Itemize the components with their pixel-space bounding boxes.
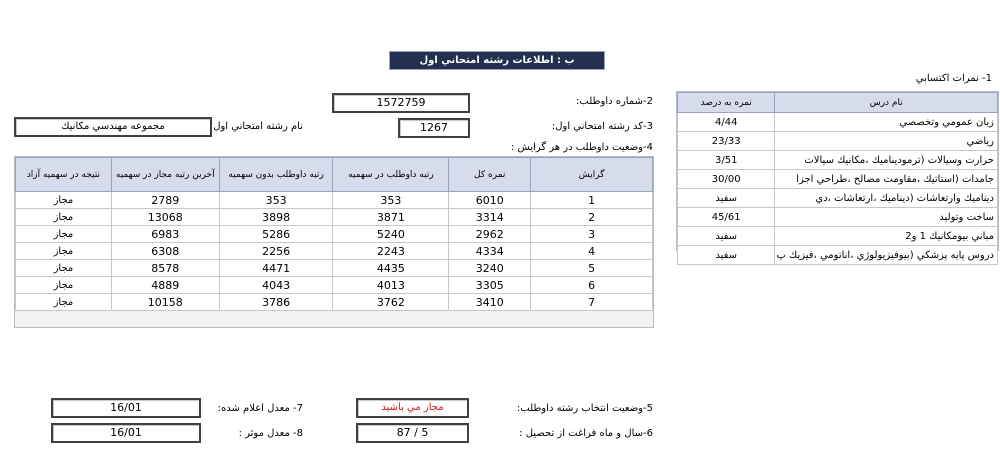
col-last-rank: آخرين رتبه مجاز در سهميه bbox=[111, 158, 219, 192]
col-branch: گرايش bbox=[531, 158, 653, 192]
score-value: 23/33 bbox=[678, 132, 775, 151]
last-rank-cell: 6308 bbox=[111, 243, 219, 260]
branch-cell: 2 bbox=[531, 209, 653, 226]
total-score-cell: 2962 bbox=[449, 226, 531, 243]
status-table bbox=[14, 156, 654, 328]
candidate-number-field: 1572759 bbox=[332, 93, 470, 113]
result-cell: مجاز bbox=[16, 226, 112, 243]
status-title: 4-وضعيت داوطلب در هر گرايش : bbox=[510, 142, 653, 153]
branch-cell: 7 bbox=[531, 294, 653, 311]
rank-no-quota-cell: 4471 bbox=[219, 260, 333, 277]
last-rank-cell: 2789 bbox=[111, 192, 219, 209]
score-row bbox=[678, 208, 998, 227]
status-row bbox=[16, 226, 653, 243]
result-cell: مجاز bbox=[16, 277, 112, 294]
branch-cell: 4 bbox=[531, 243, 653, 260]
score-value: 4/44 bbox=[678, 113, 775, 132]
status-row bbox=[16, 243, 653, 260]
graduation-label: 6-سال و ماه فراغت از تحصيل : bbox=[519, 428, 653, 439]
scores-table bbox=[676, 91, 999, 261]
col-course: نام درس bbox=[775, 93, 998, 113]
total-score-cell: 6010 bbox=[449, 192, 531, 209]
field-name-field: مجموعه مهندسي مكانيك bbox=[14, 117, 212, 137]
score-row bbox=[678, 246, 998, 265]
course-name: جامدات (استاتيك ،مقاومت مصالح ،طراحي اجزا bbox=[775, 170, 998, 189]
last-rank-cell: 10158 bbox=[111, 294, 219, 311]
rank-quota-cell: 2243 bbox=[333, 243, 449, 260]
branch-cell: 1 bbox=[531, 192, 653, 209]
score-row bbox=[678, 227, 998, 246]
field-name-label: نام رشته امتحاني اول bbox=[213, 121, 303, 132]
rank-no-quota-cell: 2256 bbox=[219, 243, 333, 260]
status-row bbox=[16, 209, 653, 226]
score-value: سفيد bbox=[678, 246, 775, 265]
last-rank-cell: 4889 bbox=[111, 277, 219, 294]
score-row bbox=[678, 151, 998, 170]
rank-quota-cell: 5240 bbox=[333, 226, 449, 243]
rank-quota-cell: 353 bbox=[333, 192, 449, 209]
status-row bbox=[16, 294, 653, 311]
last-rank-cell: 13068 bbox=[111, 209, 219, 226]
course-name: زبان عمومي وتخصصي bbox=[775, 113, 998, 132]
branch-cell: 5 bbox=[531, 260, 653, 277]
col-result: نتيجه در سهميه آزاد bbox=[16, 158, 112, 192]
score-value: سفيد bbox=[678, 189, 775, 208]
total-score-cell: 3305 bbox=[449, 277, 531, 294]
last-rank-cell: 6983 bbox=[111, 226, 219, 243]
rank-quota-cell: 3871 bbox=[333, 209, 449, 226]
col-total: نمره كل bbox=[449, 158, 531, 192]
result-cell: مجاز bbox=[16, 209, 112, 226]
graduation-field: 87 / 5 bbox=[356, 423, 469, 443]
rank-no-quota-cell: 3898 bbox=[219, 209, 333, 226]
candidate-number-label: 2-شماره داوطلب: bbox=[576, 96, 653, 107]
rank-quota-cell: 3762 bbox=[333, 294, 449, 311]
col-rank-no-quota: رتبه داوطلب بدون سهميه bbox=[219, 158, 333, 192]
field-code-field: 1267 bbox=[398, 118, 470, 138]
total-score-cell: 3410 bbox=[449, 294, 531, 311]
section-title: ب : اطلاعات رشته امتحاني اول bbox=[389, 51, 605, 70]
total-score-cell: 4334 bbox=[449, 243, 531, 260]
course-name: رياضي bbox=[775, 132, 998, 151]
effective-average-label: 8- معدل موثر : bbox=[238, 428, 303, 439]
result-cell: مجاز bbox=[16, 192, 112, 209]
rank-no-quota-cell: 3786 bbox=[219, 294, 333, 311]
course-name: ديناميك وارتعاشات (ديناميك ،ارتعاشات ،دي bbox=[775, 189, 998, 208]
selection-status-field: مجاز مي باشيد bbox=[356, 398, 469, 418]
score-value: 30/00 bbox=[678, 170, 775, 189]
rank-quota-cell: 4013 bbox=[333, 277, 449, 294]
rank-no-quota-cell: 5286 bbox=[219, 226, 333, 243]
course-name: دروس پايه پزشكي (بيوفيزيولوژي ،اناتومي ،فيزيك پ bbox=[775, 246, 998, 265]
rank-no-quota-cell: 4043 bbox=[219, 277, 333, 294]
course-name: مباني بيومكانيك 1 و2 bbox=[775, 227, 998, 246]
scores-title: 1- نمرات اكتسابي bbox=[915, 73, 992, 84]
score-value: 3/51 bbox=[678, 151, 775, 170]
status-row bbox=[16, 260, 653, 277]
score-row bbox=[678, 170, 998, 189]
course-name: حرارت وسيالات (ترموديناميك ،مكانيك سيالات bbox=[775, 151, 998, 170]
rank-quota-cell: 4435 bbox=[333, 260, 449, 277]
col-score: نمره به درصد bbox=[678, 93, 775, 113]
score-value: سفيد bbox=[678, 227, 775, 246]
effective-average-field: 16/01 bbox=[51, 423, 201, 443]
score-row bbox=[678, 189, 998, 208]
score-row bbox=[678, 132, 998, 151]
score-value: 45/61 bbox=[678, 208, 775, 227]
branch-cell: 3 bbox=[531, 226, 653, 243]
result-cell: مجاز bbox=[16, 243, 112, 260]
field-code-label: 3-كد رشته امتحاني اول: bbox=[551, 121, 653, 132]
total-score-cell: 3240 bbox=[449, 260, 531, 277]
status-row bbox=[16, 277, 653, 294]
score-row bbox=[678, 113, 998, 132]
result-cell: مجاز bbox=[16, 294, 112, 311]
course-name: ساخت وتوليد bbox=[775, 208, 998, 227]
result-cell: مجاز bbox=[16, 260, 112, 277]
announced-average-label: 7- معدل اعلام شده: bbox=[217, 403, 303, 414]
rank-no-quota-cell: 353 bbox=[219, 192, 333, 209]
selection-status-label: 5-وضعيت انتخاب رشته داوطلب: bbox=[516, 403, 653, 414]
col-rank-quota: رتبه داوطلب در سهميه bbox=[333, 158, 449, 192]
total-score-cell: 3314 bbox=[449, 209, 531, 226]
last-rank-cell: 8578 bbox=[111, 260, 219, 277]
branch-cell: 6 bbox=[531, 277, 653, 294]
status-row bbox=[16, 192, 653, 209]
announced-average-field: 16/01 bbox=[51, 398, 201, 418]
